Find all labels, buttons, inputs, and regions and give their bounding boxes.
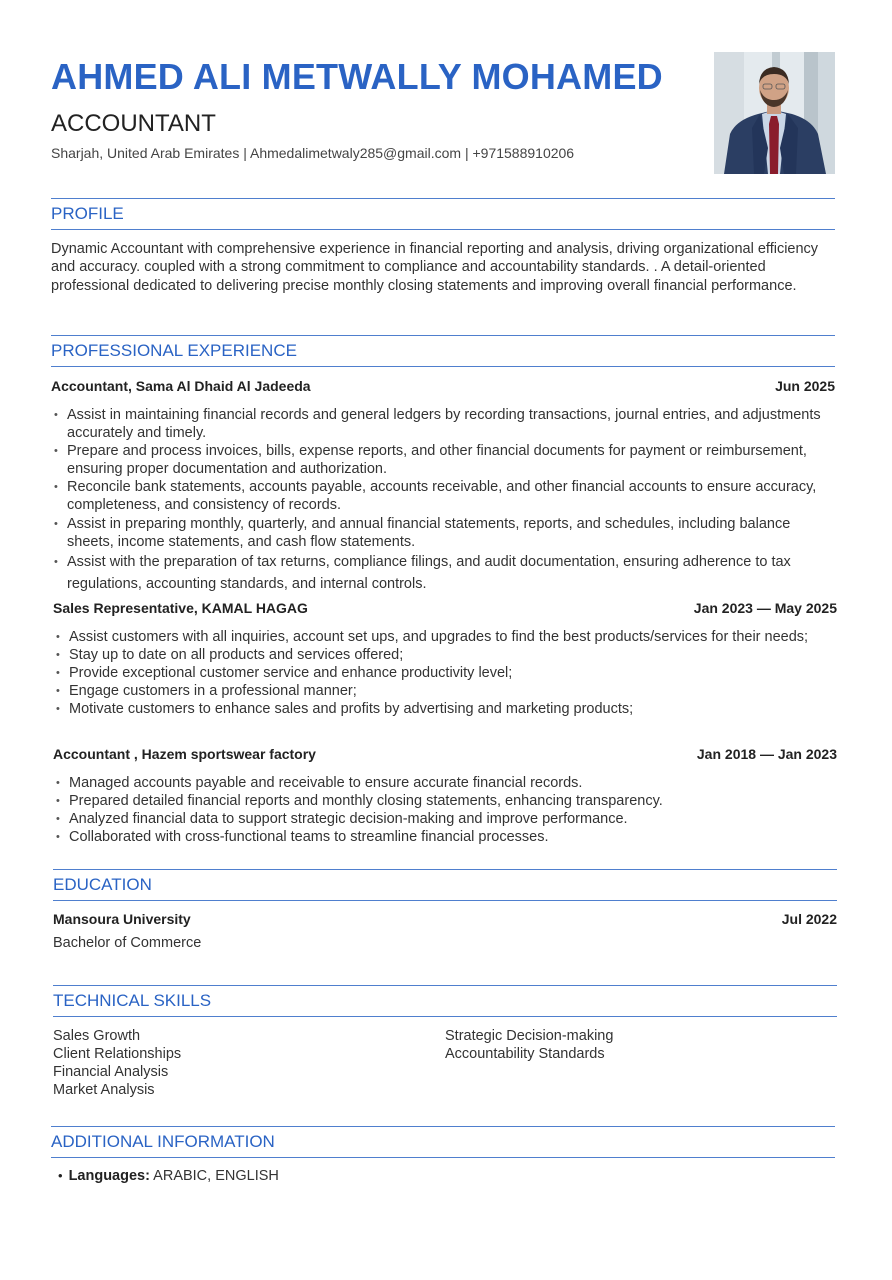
bullet-item: • Reconcile bank statements, accounts payable, accounts receivable, and other financial accounts to ensure accuracy, completeness, and consistency of records. xyxy=(51,478,841,514)
job-dates: Jan 2023 — May 2025 xyxy=(693,600,837,616)
bullet-item: • Stay up to date on all products and services offered; xyxy=(53,646,839,664)
section-title: PROFESSIONAL EXPERIENCE xyxy=(51,341,297,360)
bullet-icon: • xyxy=(58,1168,63,1183)
job-header xyxy=(51,378,835,394)
bullet-item: • Assist with the preparation of tax returns, compliance filings, and audit documentation, ensuring adherence to tax regulations, accounting standards, and internal controls. xyxy=(51,551,841,595)
separator: | xyxy=(239,145,250,161)
job-header xyxy=(53,746,837,762)
candidate-name: AHMED ALI METWALLY MOHAMED xyxy=(51,56,663,97)
profile-summary: Dynamic Accountant with comprehensive experience in financial reporting and analysis, driving organizational efficiency and accuracy. coupled with a strong commitment to compliance and accountability standards. . A detail-oriented professional dedicated to delivering precise monthly closing statements and improving overall financial performance. xyxy=(51,241,819,294)
bullet-item: • Analyzed financial data to support strategic decision-making and improve performance. xyxy=(53,810,839,828)
separator: | xyxy=(461,145,473,161)
bullet-item: • Collaborated with cross-functional teams to streamline financial processes. xyxy=(53,828,839,846)
contact-line xyxy=(51,145,574,161)
section-title: PROFILE xyxy=(51,204,124,223)
skills-list xyxy=(53,1027,837,1107)
skills-column-right xyxy=(445,1027,613,1063)
languages-label: Languages: xyxy=(68,1168,150,1184)
bullet-item: • Prepare and process invoices, bills, expense reports, and other financial documents for payment or reimbursement, ensuring proper documentation and authorization. xyxy=(51,442,841,478)
bullet-item: • Provide exceptional customer service and enhance productivity level; xyxy=(53,664,839,682)
bullet-item: • Assist in preparing monthly, quarterly, and annual financial statements, reports, and schedules, including balance sheets, income statements, and cash flow statements. xyxy=(51,515,841,551)
section-header-profile xyxy=(51,198,835,230)
graduation-date: Jul 2022 xyxy=(781,911,837,927)
languages-item xyxy=(58,1168,279,1184)
person-portrait-icon xyxy=(714,52,835,174)
section-header-experience xyxy=(51,335,835,367)
section-header-additional xyxy=(51,1126,835,1158)
school-name: Mansoura University xyxy=(53,911,191,927)
skill-item: Sales Growth xyxy=(53,1028,141,1044)
bullet-item: • Motivate customers to enhance sales and profits by advertising and marketing products; xyxy=(53,700,839,718)
location: Sharjah, United Arab Emirates xyxy=(51,145,240,161)
section-header-education xyxy=(53,869,837,901)
bullet-item: • Managed accounts payable and receivable to ensure accurate financial records. xyxy=(53,774,839,792)
email-link[interactable]: Ahmedalimetwaly285@gmail.com xyxy=(249,145,462,161)
job-dates: Jan 2018 — Jan 2023 xyxy=(696,746,837,762)
bullet-item: • Prepared detailed financial reports and monthly closing statements, enhancing transparency. xyxy=(53,792,839,810)
bullet-item: • Assist customers with all inquiries, account set ups, and upgrades to find the best products/services for their needs; xyxy=(53,628,839,646)
job-title-company: Sales Representative, KAMAL HAGAG xyxy=(53,600,308,616)
skill-item: Strategic Decision-making xyxy=(445,1028,614,1044)
section-title: ADDITIONAL INFORMATION xyxy=(51,1132,275,1151)
section-header-skills xyxy=(53,985,837,1017)
languages-value: ARABIC, ENGLISH xyxy=(153,1168,279,1184)
degree: Bachelor of Commerce xyxy=(53,935,202,951)
bullet-item: • Engage customers in a professional manner; xyxy=(53,682,839,700)
bullet-item: • Assist in maintaining financial records and general ledgers by recording transactions, journal entries, and adjustments accurately and timely. xyxy=(51,406,841,442)
section-title: TECHNICAL SKILLS xyxy=(53,991,212,1010)
skill-item: Financial Analysis xyxy=(53,1064,169,1081)
education-header xyxy=(53,911,837,927)
job-title: ACCOUNTANT xyxy=(51,110,216,137)
job-header xyxy=(53,600,837,616)
section-title: EDUCATION xyxy=(53,875,152,894)
skill-item: Market Analysis xyxy=(53,1082,155,1099)
phone-number[interactable]: +971588910206 xyxy=(472,145,575,161)
job-title-company: Accountant , Hazem sportswear factory xyxy=(53,746,316,762)
job-bullets xyxy=(53,628,839,718)
skill-item: Client Relationships xyxy=(53,1046,182,1063)
job-bullets xyxy=(51,406,841,595)
job-dates: Jun 2025 xyxy=(775,378,835,394)
profile-photo xyxy=(714,52,835,174)
skill-item: Accountability Standards xyxy=(445,1046,605,1063)
skills-column-left xyxy=(53,1027,181,1099)
job-title-company: Accountant, Sama Al Dhaid Al Jadeeda xyxy=(51,378,311,394)
job-bullets xyxy=(53,774,839,846)
